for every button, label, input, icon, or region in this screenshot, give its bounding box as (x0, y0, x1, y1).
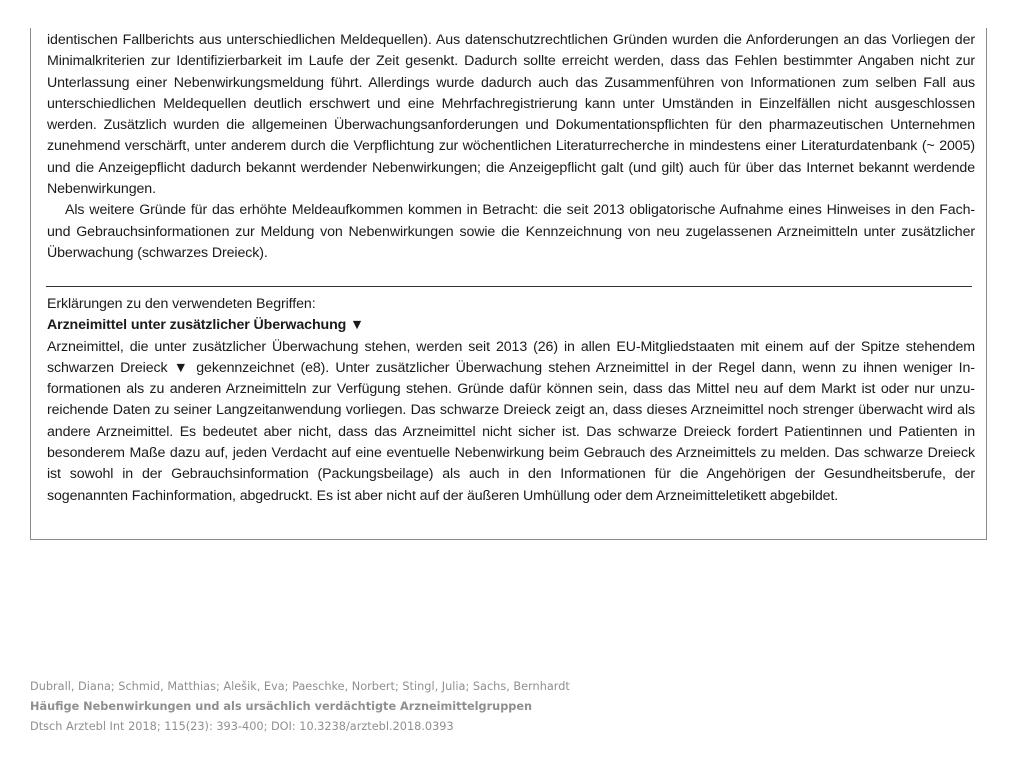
citation-authors: Dubrall, Diana; Schmid, Matthias; Alešik, Eva; Paeschke, Norbert; Stingl, Julia; Sachs, Bernhardt (30, 680, 570, 693)
article-frame (30, 28, 987, 540)
glossary-definition: Arzneimittel, die unter zusätzlicher Überwachung stehen, werden seit 2013 (26) in allen EU-Mitgliedstaaten mit einem auf der Spitze stehendem schwarzen Dreieck ▼ gekennzeichnet (e8). Unter zusätzlicher Überwachung stehen Arzneimittel in der Regel dann, wenn zu ihnen weniger Informationen als zu anderen Arzneimitteln zur Verfügung stehen. Gründe dafür können sein, dass das Mittel neu auf dem Markt ist oder nur unzureichende Daten zu seiner Langzeitanwendung vorliegen. Das schwarze Dreieck zeigt an, dass dieses Arzneimittel noch strenger überwacht wird als andere Arzneimittel. Es bedeutet aber nicht, dass das Arzneimittel nicht sicher ist. Das schwarze Dreieck fordert Patientinnen und Patienten in besonderem Maße dazu auf, jeden Verdacht auf eine eventuelle Nebenwirkung beim Gebrauch des Arzneimittels zu melden. Das schwarze Dreieck ist sowohl in der Gebrauchsinformation (Packungsbeilage) als auch in den Informationen für die Angehörigen der Gesundheitsberufe, der sogenannten Fachinformation, abgedruckt. Es ist aber nicht auf der äußeren Umhüllung oder dem Arzneimitteletikett abgebildet. (47, 338, 975, 504)
section-divider (46, 286, 972, 287)
glossary-box (47, 294, 975, 507)
article-paragraph: identischen Fallberichts aus unterschiedlichen Meldequellen). Aus datenschutzrechtlichen Gründen wurden die Anforderungen an das Vorliegen der Minimalkriterien zur Identifizierbarkeit im Laufe der Zeit gesenkt. Dadurch sollte erreicht werden, dass das Fehlen bestimmter Angaben nicht zur Unterlassung einer Nebenwirkungsmeldung führt. Allerdings wurde dadurch auch das Zusammenführen von Informationen zum selben Fall aus unterschiedlichen Meldequellen deutlich erschwert und eine Mehrfachregistrierung kann unter Umständen in Einzelfällen nicht ausgeschlossen werden. Zusätzlich wurden die allgemeinen Überwachungsanforderungen und Dokumentationspflichten für den pharmazeutischen Unternehmen zunehmend verschärft, unter anderem durch die Verpflichtung zur wöchentlichen Literaturrecherche in mindestens einer Literaturdatenbank (~ 2005) und die Anzeigepflicht dadurch bekannt werdender Nebenwirkungen; die Anzeigepflicht galt (und gilt) auch für über das Internet bekannt werdende Nebenwirkungen. (47, 32, 975, 198)
glossary-term: Arzneimittel unter zusätzlicher Überwachung ▼ (47, 317, 364, 334)
article-body (47, 30, 975, 264)
citation-title: Häufige Nebenwirkungen und als ursächlich verdächtigte Arzneimittelgruppen (30, 700, 533, 713)
citation-footer (30, 677, 570, 737)
article-paragraph: Als weitere Gründe für das erhöhte Meldeaufkommen kommen in Betracht: die seit 2013 obligatorische Aufnahme eines Hinweises in den Fach- und Gebrauchsinformationen zur Meldung von Nebenwirkungen sowie die Kennzeichnung von neu zugelassenen Arzneimitteln unter zusätzlicher Überwachung (schwarzes Dreieck). (47, 202, 975, 261)
citation-source: Dtsch Arztebl Int 2018; 115(23): 393-400; DOI: 10.3238/arztebl.2018.0393 (30, 720, 454, 733)
glossary-heading: Erklärungen zu den verwendeten Begriffen: (47, 296, 316, 312)
